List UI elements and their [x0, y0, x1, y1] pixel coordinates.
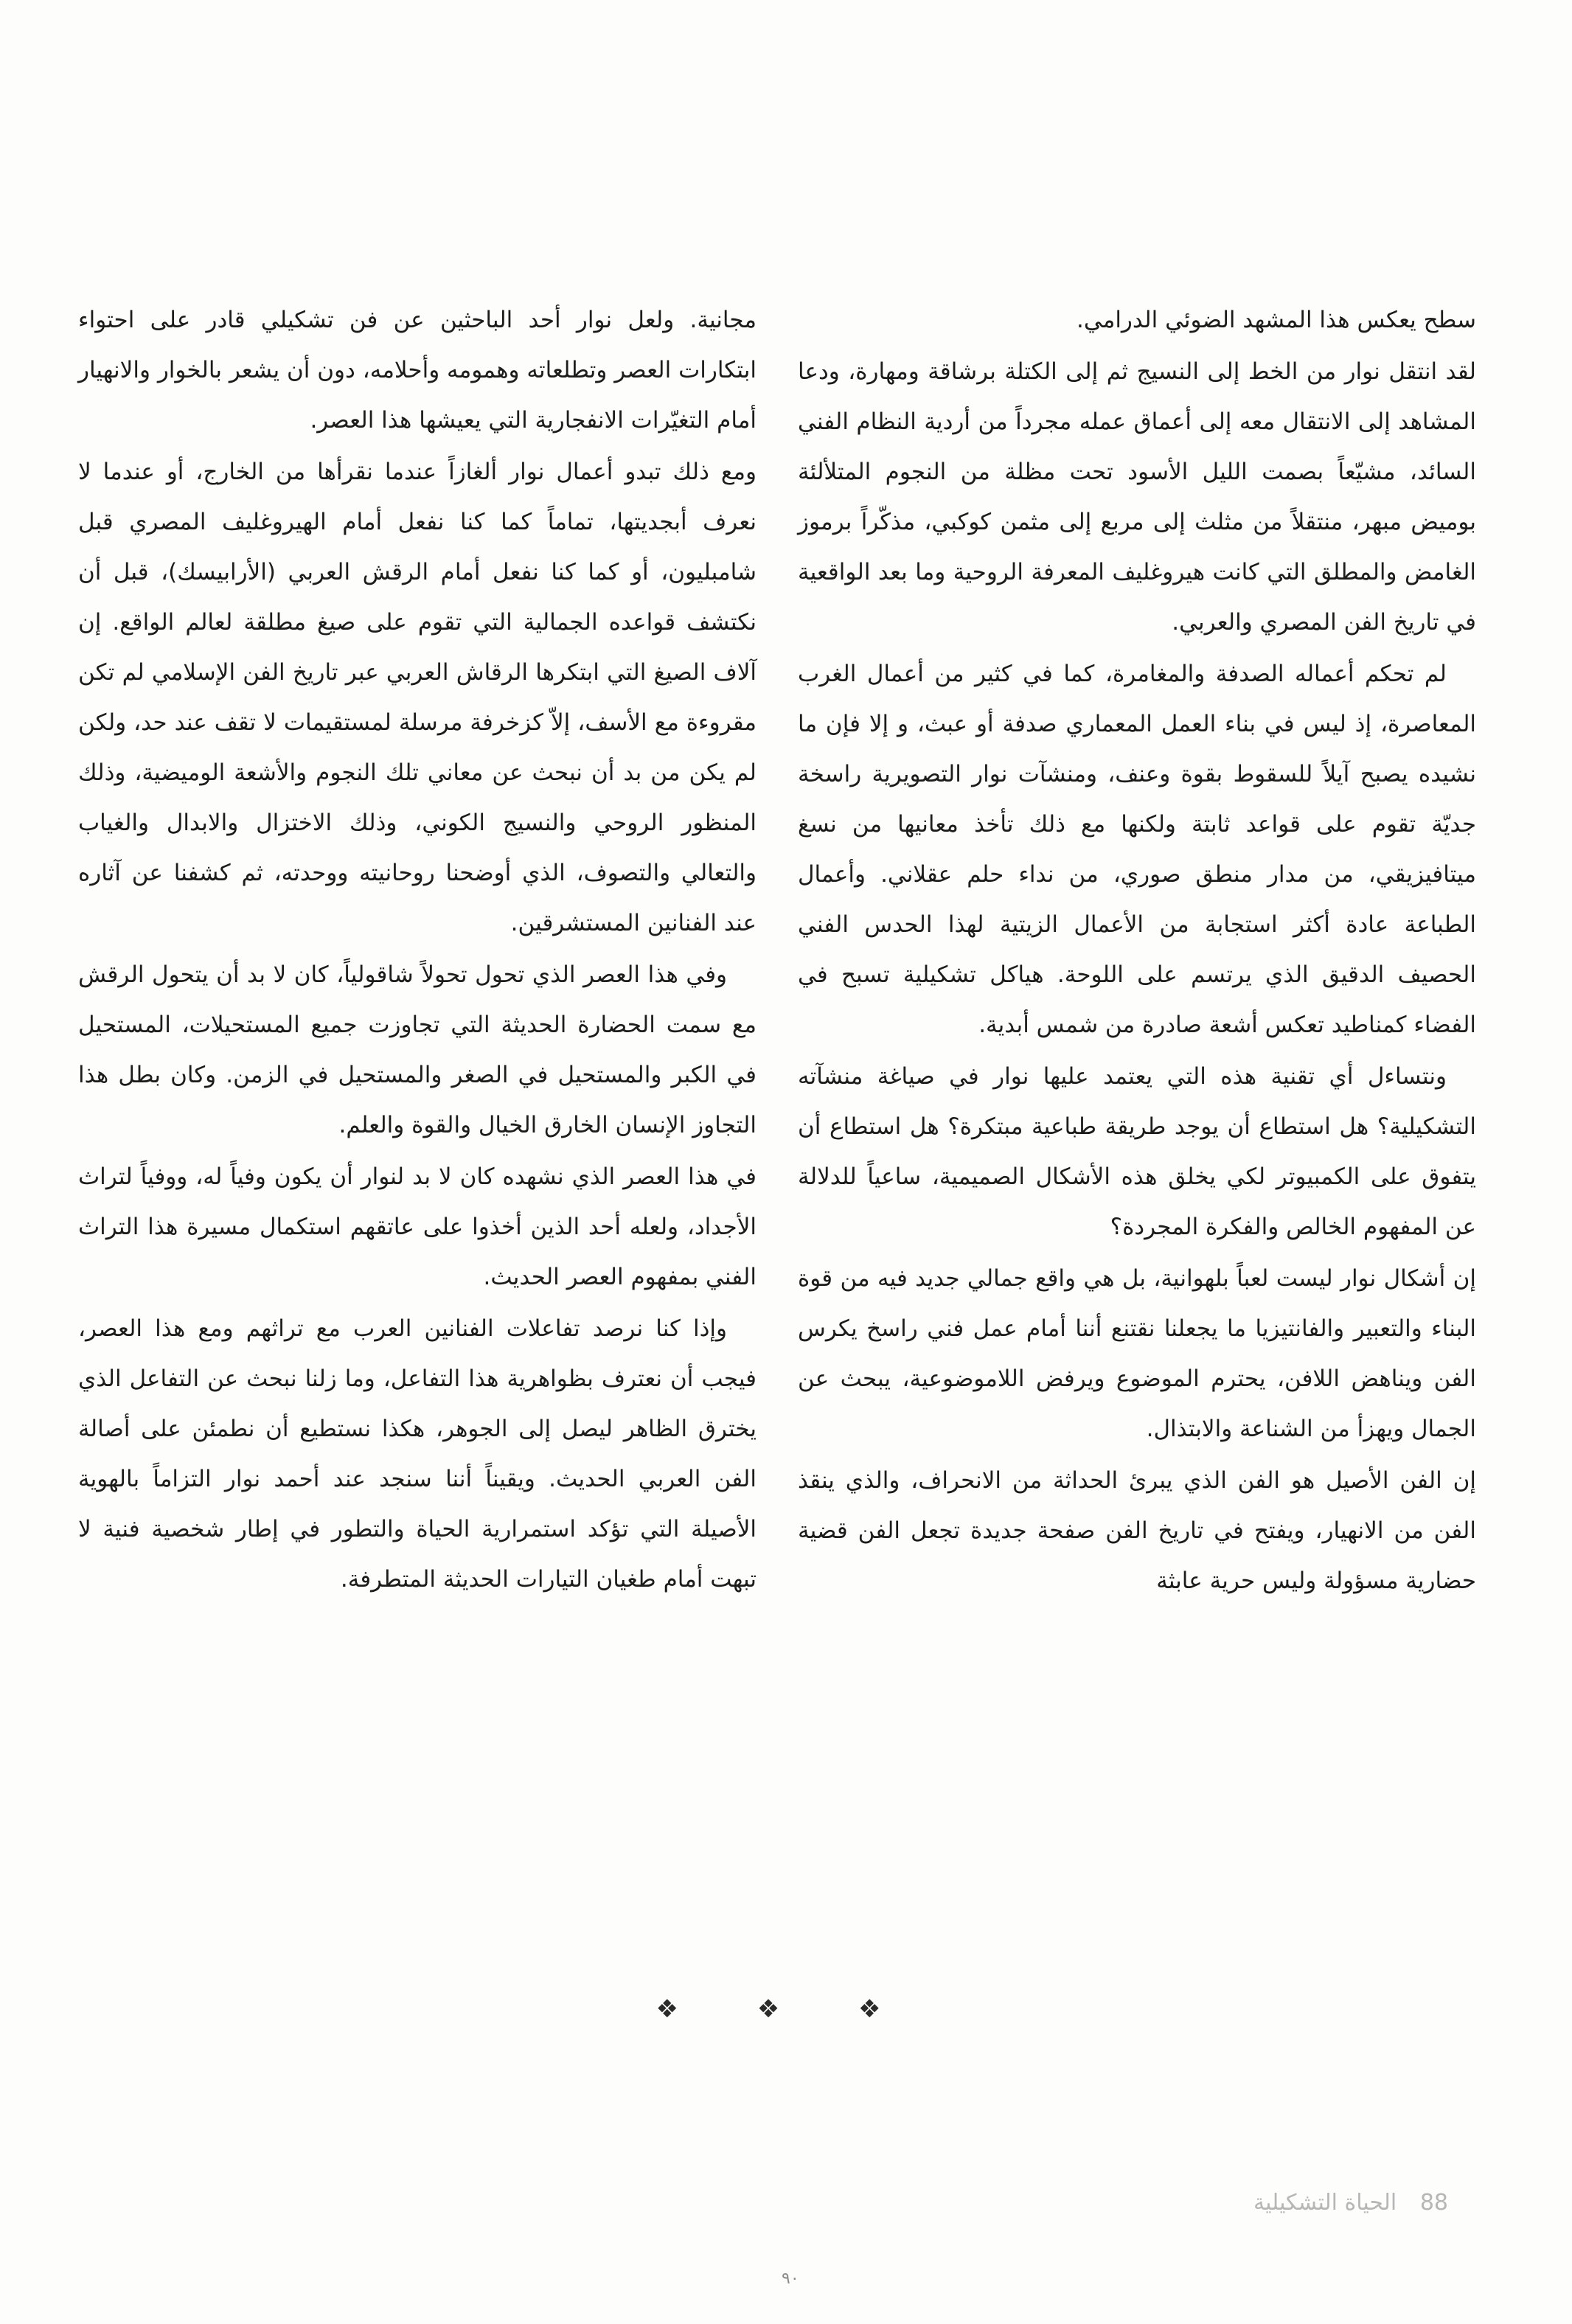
paragraph: إن أشكال نوار ليست لعباً بلهوانية، بل هي واقع جمالي جديد فيه من قوة البناء والتعبير والفانتيزيا ما يجعلنا نقتنع أننا أمام عمل فني راسخ يكرس الفن ويناهض اللافن، يحترم الموضوع ويرفض اللاموضوعية، يبحث عن الجمال ويهزأ من الشناعة والابتذال.: [798, 1265, 1476, 1442]
paragraph: في هذا العصر الذي نشهده كان لا بد لنوار أن يكون وفياً له، ووفياً لتراث الأجداد، ولعله أحد الذين أخذوا على عاتقهم استكمال مسيرة هذا التراث الفني بمفهوم العصر الحديث.: [78, 1163, 757, 1290]
page-footer: [1253, 2190, 1448, 2216]
paragraph: وفي هذا العصر الذي تحول تحولاً شاقولياً، كان لا بد أن يتحول الرقش مع سمت الحضارة الحديثة التي تجاوزت جميع المستحيلات، المستحيل في الكبر والمستحيل في الصغر والمستحيل في الزمن. وكان بطل هذا التجاوز الإنسان الخارق الخيال والقوة والعلم.: [78, 961, 757, 1138]
paragraph: ومع ذلك تبدو أعمال نوار ألغازاً عندما نقرأها من الخارج، أو عندما لا نعرف أبجديتها، تماماً كما كنا نفعل أمام الهيروغليف المصري قبل شامبليون، أو كما كنا نفعل أمام الرقش العربي (الأرابيسك)، قبل أن نكتشف قواعده الجمالية التي تقوم على صيغ مطلقة لعالم الواقع. إن آلاف الصيغ التي ابتكرها الرقاش العربي عبر تاريخ الفن الإسلامي لم تكن مقروءة مع الأسف، إلاّ كزخرفة مرسلة لمستقيمات لا تقف عند حد، ولكن لم يكن من بد أن نبحث عن معاني تلك النجوم والأشعة الوميضية، وذلك المنظور الروحي والنسيج الكوني، وذلك الاختزال والابدال والغياب والتعالي والتصوف، الذي أوضحنا روحانيته ووحدته، ثم كشفنا عن آثاره عند الفنانين المستشرقين.: [78, 459, 757, 936]
paragraph: لم تحكم أعماله الصدفة والمغامرة، كما في كثير من أعمال الغرب المعاصرة، إذ ليس في بناء العمل المعماري صدفة أو عبث، و إلا فإن ما نشيده يصبح آيلاً للسقوط بقوة وعنف، ومنشآت نوار التصويرية راسخة جديّة تقوم على قواعد ثابتة ولكنها مع ذلك تأخذ معانيها من نسغ ميتافيزيقي، من مدار منطق صوري، من نداء حلم عقلاني. وأعمال الطباعة عادة أكثر استجابة من الأعمال الزيتية لهذا الحدس الفني الحصيف الدقيق الذي يرتسم على اللوحة. هياكل تشكيلية تسبح في الفضاء كمناطيد تعكس أشعة صادرة من شمس أبدية.: [798, 661, 1476, 1038]
paragraph: مجانية. ولعل نوار أحد الباحثين عن فن تشكيلي قادر على احتواء ابتكارات العصر وتطلعاته وهمومه وأحلامه، دون أن يشعر بالخوار والانهيار أمام التغيّرات الانفجارية التي يعيشها هذا العصر.: [78, 307, 757, 434]
magazine-name: الحياة التشكيلية: [1253, 2190, 1397, 2216]
paragraph: إن الفن الأصيل هو الفن الذي يبرئ الحداثة من الانحراف، والذي ينقذ الفن من الانهيار، ويفتح في تاريخ الفن صفحة جديدة تجعل الفن قضية حضارية مسؤولة وليس حرية عابثة: [798, 1467, 1476, 1594]
paragraph: لقد انتقل نوار من الخط إلى النسيج ثم إلى الكتلة برشاقة ومهارة، ودعا المشاهد إلى الانتقال معه إلى أعماق عمله مجرداً من أردية النظام الفني السائد، مشيّعاً بصمت الليل الأسود تحت مظلة من النجوم المتلألئة بوميض مبهر، منتقلاً من مثلث إلى مربع إلى مثمن كوكبي، مذكّراً برموز الغامض والمطلق التي كانت هيروغليف المعرفة الروحية وما بعد الواقعية في تاريخ الفن المصري والعربي.: [798, 358, 1476, 636]
paragraph: ونتساءل أي تقنية هذه التي يعتمد عليها نوار في صياغة منشآته التشكيلية؟ هل استطاع أن يوجد طريقة طباعية مبتكرة؟ هل استطاع أن يتفوق على الكمبيوتر لكي يخلق هذه الأشكال الصميمية، ساعياً للدلالة عن المفهوم الخالص والفكرة المجردة؟: [798, 1063, 1476, 1240]
article-column-right: [798, 295, 1476, 1607]
paragraph: سطح يعكس هذا المشهد الضوئي الدرامي.: [1077, 307, 1476, 333]
paragraph: وإذا كنا نرصد تفاعلات الفنانين العرب مع تراثهم ومع هذا العصر، فيجب أن نعترف بظواهرية هذا التفاعل، وما زلنا نبحث عن التفاعل الذي يخترق الظاهر ليصل إلى الجوهر، هكذا نستطيع أن نطمئن على أصالة الفن العربي الحديث. ويقيناً أننا سنجد عند أحمد نوار التزاماً بالهوية الأصيلة التي تؤكد استمرارية الحياة والتطور في إطار شخصية فنية لا تبهت أمام طغيان التيارات الحديثة المتطرفة.: [78, 1315, 757, 1593]
section-end-ornament: ❖ ❖ ❖: [655, 1994, 917, 2024]
page-number: 88: [1419, 2190, 1449, 2216]
folio-mark: ٩٠: [782, 2269, 799, 2288]
article-column-left: [78, 295, 757, 1606]
